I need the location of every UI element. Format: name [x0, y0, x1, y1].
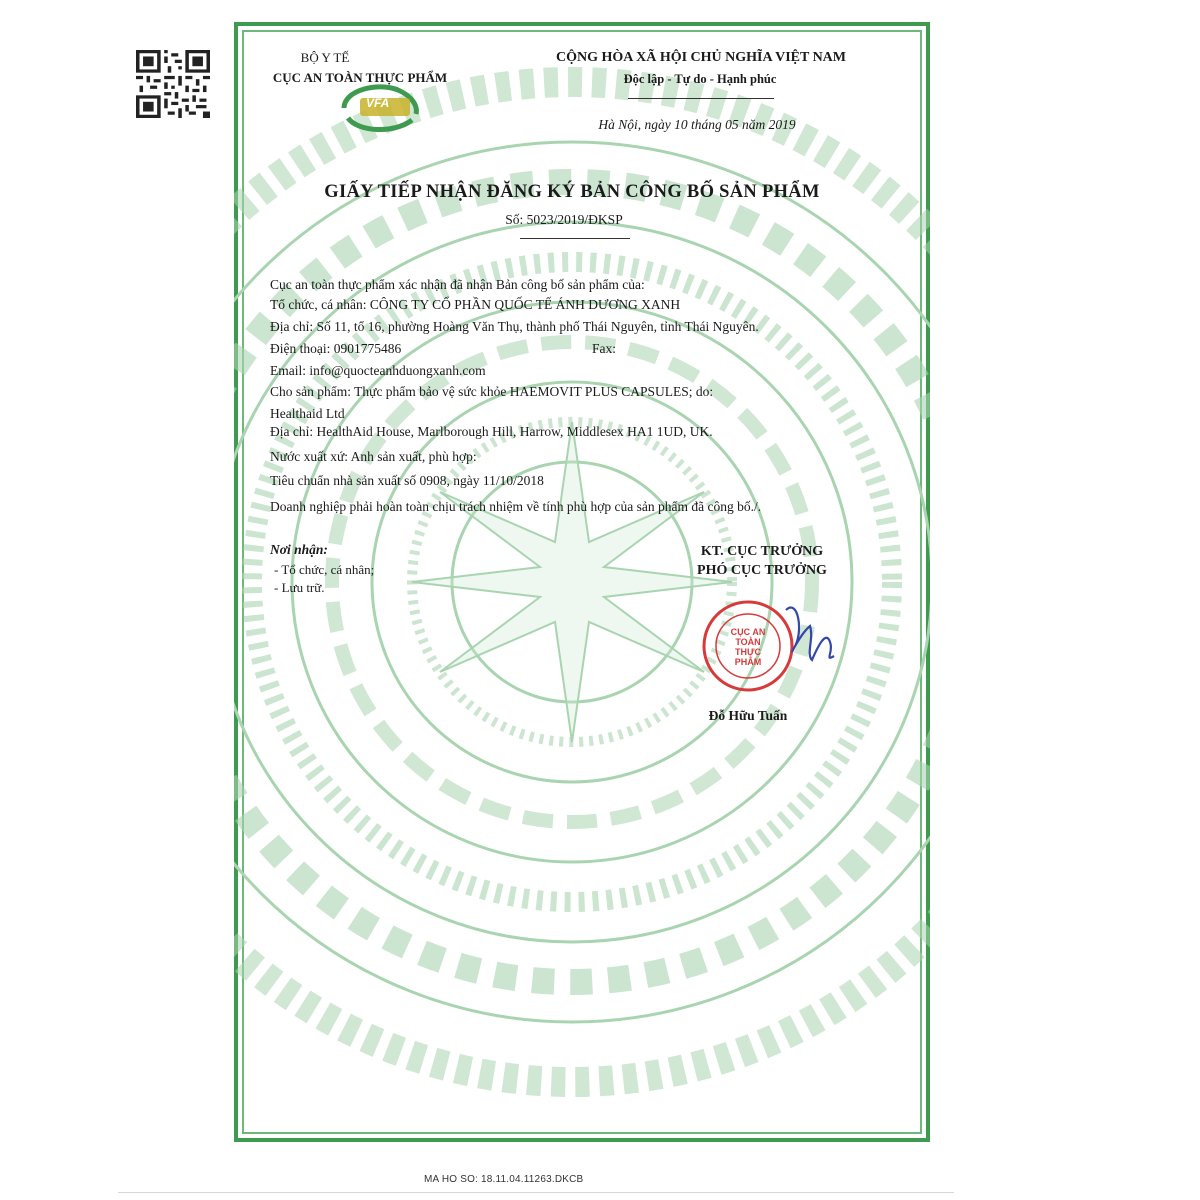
department-name: CỤC AN TOÀN THỰC PHẨM — [272, 70, 448, 85]
ministry-name: BỘ Y TẾ — [300, 50, 350, 65]
registration-number: Số: 5023/2019/ĐKSP — [505, 212, 623, 227]
country-of-origin: Nước xuất xứ: Anh sản xuất, phù hợp: — [270, 449, 477, 464]
organization-address: Địa chỉ: Số 11, tổ 16, phường Hoàng Văn Thụ, thành phố Thái Nguyên, tỉnh Thái Nguyên. — [270, 319, 759, 334]
country-name: CỘNG HÒA XÃ HỘI CHỦ NGHĨA VIỆT NAM — [555, 50, 847, 65]
signatory-name: Đỗ Hữu Tuấn — [708, 708, 788, 723]
intro-text: Cục an toàn thực phẩm xác nhận đã nhận Bản công bố sản phẩm của: — [270, 277, 645, 292]
certificate — [234, 22, 930, 1142]
vfa-logo-text: VFA — [366, 96, 390, 110]
national-motto: Độc lập - Tự do - Hạnh phúc — [623, 72, 777, 86]
recipient-item: - Tổ chức, cá nhân; — [274, 562, 375, 577]
document-title: GIẤY TIẾP NHẬN ĐĂNG KÝ BẢN CÔNG BỐ SẢN PHẨM — [324, 182, 820, 202]
recipient-item: - Lưu trữ. — [274, 580, 325, 595]
bronze-drum-watermark — [234, 82, 930, 1082]
recipients-heading: Nơi nhận: — [270, 542, 328, 557]
stamp-text: CỤC AN TOÀN THỰC PHẨM — [730, 627, 766, 667]
manufacturer-address: Địa chỉ: HealthAid House, Marlborough Hill, Harrow, Middlesex HA1 1UD, UK. — [270, 424, 713, 439]
signatory-title-2: PHÓ CỤC TRƯỞNG — [697, 563, 827, 578]
qr-code — [136, 50, 210, 118]
fax: Fax: — [592, 341, 617, 356]
email: Email: info@quocteanhduongxanh.com — [270, 363, 486, 378]
manufacturer-standard: Tiêu chuẩn nhà sản xuất số 0908, ngày 11/10/2018 — [270, 473, 544, 488]
signature-scribble — [786, 607, 834, 660]
responsibility-statement: Doanh nghiệp phải hoàn toàn chịu trách nhiệm về tính phù hợp của sản phẩm đã công bố./. — [270, 499, 762, 514]
footer-divider — [118, 1192, 954, 1193]
place-and-date: Hà Nội, ngày 10 tháng 05 năm 2019 — [598, 117, 796, 132]
record-code: MA HO SO: 18.11.04.11263.DKCB — [424, 1174, 584, 1185]
product-line-2: Healthaid Ltd — [270, 406, 345, 421]
organization: Tổ chức, cá nhân: CÔNG TY CỔ PHẦN QUỐC TẾ ÁNH DƯƠNG XANH — [270, 297, 681, 312]
phone: Điện thoại: 0901775486 — [270, 341, 402, 356]
product-line-1: Cho sản phẩm: Thực phẩm bảo vệ sức khỏe HAEMOVIT PLUS CAPSULES; do: — [270, 384, 714, 399]
signatory-title-1: KT. CỤC TRƯỞNG — [700, 544, 824, 559]
